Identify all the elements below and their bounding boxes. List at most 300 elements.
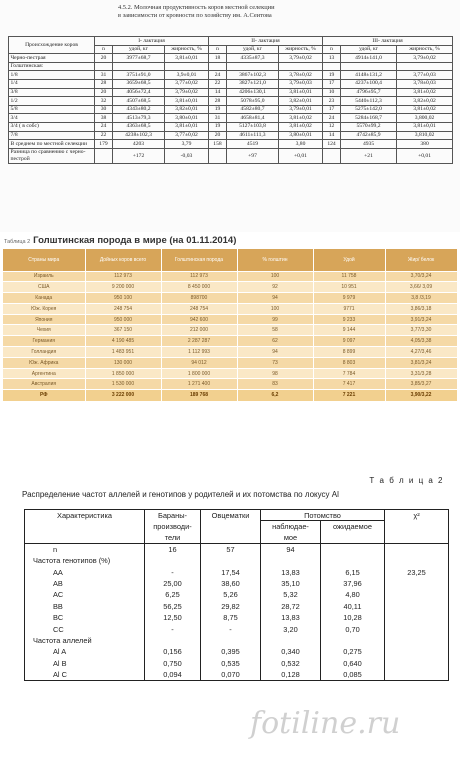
table-cell: 1 530 000	[85, 379, 161, 390]
table-cell: 1 271 400	[161, 379, 237, 390]
table-cell: 5570±99,2	[341, 122, 397, 131]
table-body	[25, 544, 449, 681]
row-label: Разница по сравнению с черно-пестрой	[9, 148, 95, 163]
row-label: Al C	[25, 669, 145, 680]
table-cell: 28,72	[261, 601, 321, 612]
table-cell: -	[201, 623, 261, 634]
table-cell: 5078±95,0	[227, 97, 279, 106]
table-cell: -0,03	[165, 148, 209, 163]
row-label: Al A	[25, 646, 145, 657]
table-cell: 100	[237, 271, 313, 282]
table-cell: 3,77/3,30	[385, 325, 457, 336]
table-cell: 5,26	[201, 589, 261, 600]
row-label: 3/8	[9, 88, 95, 97]
table-cell: 19	[209, 122, 227, 131]
table-cell	[323, 62, 341, 71]
table-cell: 4 190 485	[85, 336, 161, 347]
table-cell: 5275±142,0	[341, 105, 397, 114]
table-cell: 38,60	[201, 578, 261, 589]
header-characteristic: Характеристика	[25, 510, 145, 521]
table-cell: 0,750	[145, 658, 201, 669]
table-row	[9, 97, 453, 106]
table-cell: 6,2	[237, 390, 313, 401]
table-cell: 9 979	[313, 293, 385, 304]
table-cell: 4206±130,1	[227, 88, 279, 97]
table-cell: 4056±72,4	[113, 88, 165, 97]
row-label: 1/4	[9, 79, 95, 88]
table-cell: 248 754	[161, 303, 237, 314]
table-cell	[397, 62, 453, 71]
table-cell: 248 754	[85, 303, 161, 314]
table-row	[25, 601, 449, 612]
table-cell: 5127±103,8	[227, 122, 279, 131]
table-cell	[321, 555, 385, 566]
table-cell: 0,395	[201, 646, 261, 657]
table-row	[9, 148, 453, 163]
table-cell: +172	[113, 148, 165, 163]
table-cell: 3,78±0,02	[279, 71, 323, 80]
row-label: Голштинская:	[9, 62, 95, 71]
row-label: n	[25, 544, 145, 555]
table-cell: 3,80±0,01	[279, 131, 323, 140]
table-cell: 124	[323, 140, 341, 149]
table-cell: 1 800 000	[161, 368, 237, 379]
table-row	[25, 578, 449, 589]
row-label: Al B	[25, 658, 145, 669]
row-label: Черно-пестрая	[9, 54, 95, 63]
table-cell: 24	[323, 114, 341, 123]
table-cell: 4513±79,3	[113, 114, 165, 123]
table-cell: 2 287 287	[161, 336, 237, 347]
table-cell: 0,640	[321, 658, 385, 669]
table-row	[3, 314, 457, 325]
table-cell: 8 899	[313, 347, 385, 358]
header-origin: Происхождение коров	[9, 37, 95, 54]
table-cell: 23,25	[385, 566, 449, 577]
table-cell: 3,82±0,01	[165, 105, 209, 114]
caption-line: 4.5.2. Молочная продуктивность коров местной селекции	[118, 4, 275, 11]
table-cell: 16	[145, 544, 201, 555]
row-label: AA	[25, 566, 145, 577]
table-cell: +0,01	[397, 148, 453, 163]
table-row	[3, 336, 457, 347]
table-cell: 898700	[161, 293, 237, 304]
watermark-text: fotiline.ru	[250, 706, 401, 741]
table-row	[25, 555, 449, 566]
table-row	[3, 347, 457, 358]
table-cell: 94 012	[161, 357, 237, 368]
table-cell: 18	[209, 54, 227, 63]
table-cell: 3,31/3,28	[385, 368, 457, 379]
table-row	[9, 71, 453, 80]
table-cell: 212 000	[161, 325, 237, 336]
table-cell: 3827±121,0	[227, 79, 279, 88]
table-cell: 24	[209, 71, 227, 80]
table-cell: 0,70	[321, 623, 385, 634]
table-row	[25, 635, 449, 646]
table-cell: 35,10	[261, 578, 321, 589]
table-cell: 20	[209, 131, 227, 140]
table-row	[3, 379, 457, 390]
table-cell: +0,01	[279, 148, 323, 163]
table-cell: 3,79±0,03	[279, 79, 323, 88]
table-cell: 37,96	[321, 578, 385, 589]
header-yield: Удой	[313, 249, 385, 271]
row-label: BB	[25, 601, 145, 612]
table-cell: 12,50	[145, 612, 201, 623]
table-cell: 0,128	[261, 669, 321, 680]
table-cell: 3,79±0,02	[165, 88, 209, 97]
header-n: n	[209, 45, 227, 54]
table-cell: 3,79±0,02	[279, 54, 323, 63]
table-cell: 7 784	[313, 368, 385, 379]
table-cell: 3,81±0,01	[165, 122, 209, 131]
table-cell: 3,81±0,02	[397, 105, 453, 114]
table-cell	[209, 148, 227, 163]
table-cell: 31	[209, 114, 227, 123]
table-cell	[113, 62, 165, 71]
table-cell: 98	[237, 368, 313, 379]
table-cell: 94	[237, 293, 313, 304]
watermark	[244, 702, 454, 754]
table-cell: 17,54	[201, 566, 261, 577]
table-cell: 9771	[313, 303, 385, 314]
table-cell: 30	[95, 105, 113, 114]
table-cell: 3,77±0,03	[397, 71, 453, 80]
row-label: В среднем по местной селекции	[9, 140, 95, 149]
table-cell: 29,82	[201, 601, 261, 612]
table-cell: 950 000	[85, 314, 161, 325]
table-cell: 3,86/3,18	[385, 303, 457, 314]
table-cell: 3,810,02	[397, 131, 453, 140]
table-cell	[145, 555, 201, 566]
table-cell	[385, 612, 449, 623]
table-cell: 57	[201, 544, 261, 555]
header-n: n	[323, 45, 341, 54]
table-row	[3, 282, 457, 293]
country-cell: Аргентина	[3, 368, 85, 379]
table-cell: 4658±81,4	[227, 114, 279, 123]
row-label: 3/4	[9, 114, 95, 123]
header-country: Страны мира	[3, 249, 85, 271]
table-cell: 3,81±0,02	[397, 88, 453, 97]
table-cell: 3,85/3,27	[385, 379, 457, 390]
country-cell: Япония	[3, 314, 85, 325]
header-yield: удой, кг	[341, 45, 397, 54]
header-fat: жирность, %	[165, 45, 209, 54]
table-cell: 3,81±0,01	[165, 97, 209, 106]
table-cell: 3977±68,7	[113, 54, 165, 63]
section-caption	[4, 235, 236, 247]
table-cell	[385, 646, 449, 657]
table-cell	[95, 148, 113, 163]
table-cell: 0,535	[201, 658, 261, 669]
row-label: AB	[25, 578, 145, 589]
table-cell: 367 150	[85, 325, 161, 336]
table-row	[25, 646, 449, 657]
country-cell: Австралия	[3, 379, 85, 390]
table-cell: 24	[95, 122, 113, 131]
table-cell: 1 112 993	[161, 347, 237, 358]
table-row	[9, 114, 453, 123]
table-cell: 20	[95, 88, 113, 97]
table-cell: 158	[209, 140, 227, 149]
table-cell: 3,79±0,01	[279, 105, 323, 114]
table-cell	[385, 635, 449, 646]
table-cell: 3,77±0,02	[165, 79, 209, 88]
table-cell	[201, 555, 261, 566]
table-cell: 4363±68,5	[113, 122, 165, 131]
table-row	[3, 293, 457, 304]
row-label: Частота аллелей	[25, 635, 145, 646]
table-row	[9, 79, 453, 88]
table-row	[9, 105, 453, 114]
table-cell: 32	[95, 97, 113, 106]
header-yield: удой, кг	[227, 45, 279, 54]
table-cell: 4238±102,3	[113, 131, 165, 140]
table-label: Таблица 2	[4, 239, 31, 245]
header-lactation-3: III- лактация	[323, 37, 453, 46]
table-cell: 13	[323, 54, 341, 63]
table-cell	[321, 544, 385, 555]
table-cell: 0,156	[145, 646, 201, 657]
header-lactation-2: II- лактация	[209, 37, 323, 46]
table-cell: 3,81±0,01	[165, 54, 209, 63]
table-cell	[385, 669, 449, 680]
country-cell: Голландия	[3, 347, 85, 358]
table-cell	[227, 62, 279, 71]
country-cell: Юж. Корея	[3, 303, 85, 314]
table-cell: 8 803	[313, 357, 385, 368]
table-cell: 10,28	[321, 612, 385, 623]
table-cell: 56,25	[145, 601, 201, 612]
table-body	[3, 271, 457, 401]
table-cell: 100	[237, 303, 313, 314]
table-title: Распределение частот аллелей и генотипов у родителей и их потомства по локусу Al	[22, 490, 339, 499]
table-row	[3, 271, 457, 282]
table-cell: 380	[397, 140, 453, 149]
table-cell: 0,094	[145, 669, 201, 680]
table-cell: 38	[95, 114, 113, 123]
table-cell: 3,90/3,22	[385, 390, 457, 401]
table-cell	[279, 62, 323, 71]
table-cell: 3,70/3,24	[385, 271, 457, 282]
table-cell: 8 450 000	[161, 282, 237, 293]
table-cell	[261, 635, 321, 646]
table-cell: 1 483 951	[85, 347, 161, 358]
table-cell: 92	[237, 282, 313, 293]
table-cell: 3,81±0,01	[397, 122, 453, 131]
table-cell	[201, 635, 261, 646]
row-label: Частота генотипов (%)	[25, 555, 145, 566]
row-label: 3/4 ( в собс)	[9, 122, 95, 131]
header-yield: удой, кг	[113, 45, 165, 54]
table-cell	[165, 62, 209, 71]
table-cell: 13,83	[261, 612, 321, 623]
table-cell	[385, 601, 449, 612]
header-holstein-percent: % голштин	[237, 249, 313, 271]
table-row	[9, 54, 453, 63]
table-cell: 9 233	[313, 314, 385, 325]
row-label: BC	[25, 612, 145, 623]
table-cell: 11 758	[313, 271, 385, 282]
table-cell: 112 973	[161, 271, 237, 282]
table-cell: 3,91/3,24	[385, 314, 457, 325]
table-cell: 5440±112,3	[341, 97, 397, 106]
table-cell: 3,80	[279, 140, 323, 149]
table-cell: 0,070	[201, 669, 261, 680]
table-cell: 19	[323, 71, 341, 80]
row-label: 7/8	[9, 131, 95, 140]
table-cell: 942 600	[161, 314, 237, 325]
table-cell: 4343±80,2	[113, 105, 165, 114]
table-cell: 4,80	[321, 589, 385, 600]
table-cell: 3,800,02	[397, 114, 453, 123]
header-n: n	[95, 45, 113, 54]
table-cell: 22	[95, 131, 113, 140]
header-fat: жирность, %	[279, 45, 323, 54]
table-title: Голштинская порода в мире (на 01.11.2014)	[33, 235, 237, 246]
table-row	[3, 368, 457, 379]
milk-productivity-section	[0, 0, 460, 232]
table-cell: 9 097	[313, 336, 385, 347]
table-cell: 3,81/3,24	[385, 357, 457, 368]
table-cell: 5,32	[261, 589, 321, 600]
table-cell	[385, 589, 449, 600]
table-cell: 4796±95,7	[341, 88, 397, 97]
table-cell: -	[145, 623, 201, 634]
table-cell: 179	[95, 140, 113, 149]
table-cell	[323, 148, 341, 163]
table-cell	[385, 544, 449, 555]
table-cell: 22	[209, 79, 227, 88]
table-cell: 17	[323, 79, 341, 88]
table-cell: 20	[95, 54, 113, 63]
table-cell: 1 850 000	[85, 368, 161, 379]
table-cell: 3867±102,3	[227, 71, 279, 80]
header-rams-line: производи-	[145, 521, 201, 532]
table-cell: 3,82±0,01	[279, 97, 323, 106]
row-label: 5/8	[9, 105, 95, 114]
table-cell: 7 221	[313, 390, 385, 401]
table-row	[25, 612, 449, 623]
table-cell	[385, 555, 449, 566]
table-cell: 10 951	[313, 282, 385, 293]
country-cell: Чехия	[3, 325, 85, 336]
table-cell: +97	[227, 148, 279, 163]
table-cell: 3,78±0,03	[397, 79, 453, 88]
header-observed-line: наблюдае-	[261, 521, 321, 532]
table-cell: 7 417	[313, 379, 385, 390]
table-cell: 3,79±0,02	[397, 54, 453, 63]
table-cell: 9 144	[313, 325, 385, 336]
table-cell	[95, 62, 113, 71]
table-cell: 28	[209, 97, 227, 106]
table-cell: 3,9±0,01	[165, 71, 209, 80]
table-cell: 4914±141,0	[341, 54, 397, 63]
table-cell: 5284±168,7	[341, 114, 397, 123]
header-rams-line: Бараны-	[145, 510, 201, 521]
header-offspring: Потомство	[261, 510, 385, 521]
table-cell	[385, 578, 449, 589]
table-cell: 28	[95, 79, 113, 88]
table-cell: 4148±131,2	[341, 71, 397, 80]
table-cell: 4935	[341, 140, 397, 149]
table-row	[25, 669, 449, 680]
table-cell: 12	[323, 122, 341, 131]
table-cell: 4,05/3,38	[385, 336, 457, 347]
table-cell: 3,79	[165, 140, 209, 149]
table-row	[25, 566, 449, 577]
table-cell: 6,25	[145, 589, 201, 600]
table-cell	[321, 635, 385, 646]
table-row	[3, 303, 457, 314]
table-cell: 3,82±0,02	[397, 97, 453, 106]
header-holstein: Голштинская порода	[161, 249, 237, 271]
table-row	[9, 140, 453, 149]
row-label: 1/8	[9, 71, 95, 80]
table-cell: 189 768	[161, 390, 237, 401]
table-cell: 3659±68,5	[113, 79, 165, 88]
table-row	[25, 623, 449, 634]
table-cell: 0,085	[321, 669, 385, 680]
row-label: AC	[25, 589, 145, 600]
table-cell: 3,20	[261, 623, 321, 634]
table-cell: 3,8 /3,19	[385, 293, 457, 304]
table-cell: 3751±91,0	[113, 71, 165, 80]
table-cell: -	[145, 566, 201, 577]
table-cell: 4742±85,9	[341, 131, 397, 140]
table-cell: 17	[323, 105, 341, 114]
table-cell: 73	[237, 357, 313, 368]
table-cell: 3,80±0,01	[165, 114, 209, 123]
table-cell: 99	[237, 314, 313, 325]
country-cell: Юж. Африка	[3, 357, 85, 368]
table-row	[9, 131, 453, 140]
header-observed-line: мое	[261, 532, 321, 543]
header-chi-square: χ²	[385, 510, 449, 521]
table-cell: 62	[237, 336, 313, 347]
allele-frequency-table	[24, 509, 449, 681]
holstein-world-table	[3, 249, 458, 401]
table-cell	[385, 623, 449, 634]
table-cell: 4,27/3,46	[385, 347, 457, 358]
table-cell: 4507±68,5	[113, 97, 165, 106]
country-cell: Германия	[3, 336, 85, 347]
table-row	[3, 325, 457, 336]
table-cell: 4519	[227, 140, 279, 149]
table-cell: 4582±80,7	[227, 105, 279, 114]
table-cell: 10	[323, 88, 341, 97]
table-cell: 6,15	[321, 566, 385, 577]
table-row	[25, 544, 449, 555]
header-fat: жирность, %	[397, 45, 453, 54]
table-cell: 130 000	[85, 357, 161, 368]
table-cell: 14	[209, 88, 227, 97]
header-lactation-1: I- лактация	[95, 37, 209, 46]
table-cell: 4203	[113, 140, 165, 149]
table-cell: 9 200 000	[85, 282, 161, 293]
country-cell: США	[3, 282, 85, 293]
table-cell	[385, 658, 449, 669]
country-cell: Израиль	[3, 271, 85, 282]
header-ewes: Овцематки	[201, 510, 261, 521]
table-cell: 3,81±0,01	[279, 88, 323, 97]
table-cell: 950 100	[85, 293, 161, 304]
table-cell: 25,00	[145, 578, 201, 589]
table-cell	[341, 62, 397, 71]
table-cell: 8,75	[201, 612, 261, 623]
